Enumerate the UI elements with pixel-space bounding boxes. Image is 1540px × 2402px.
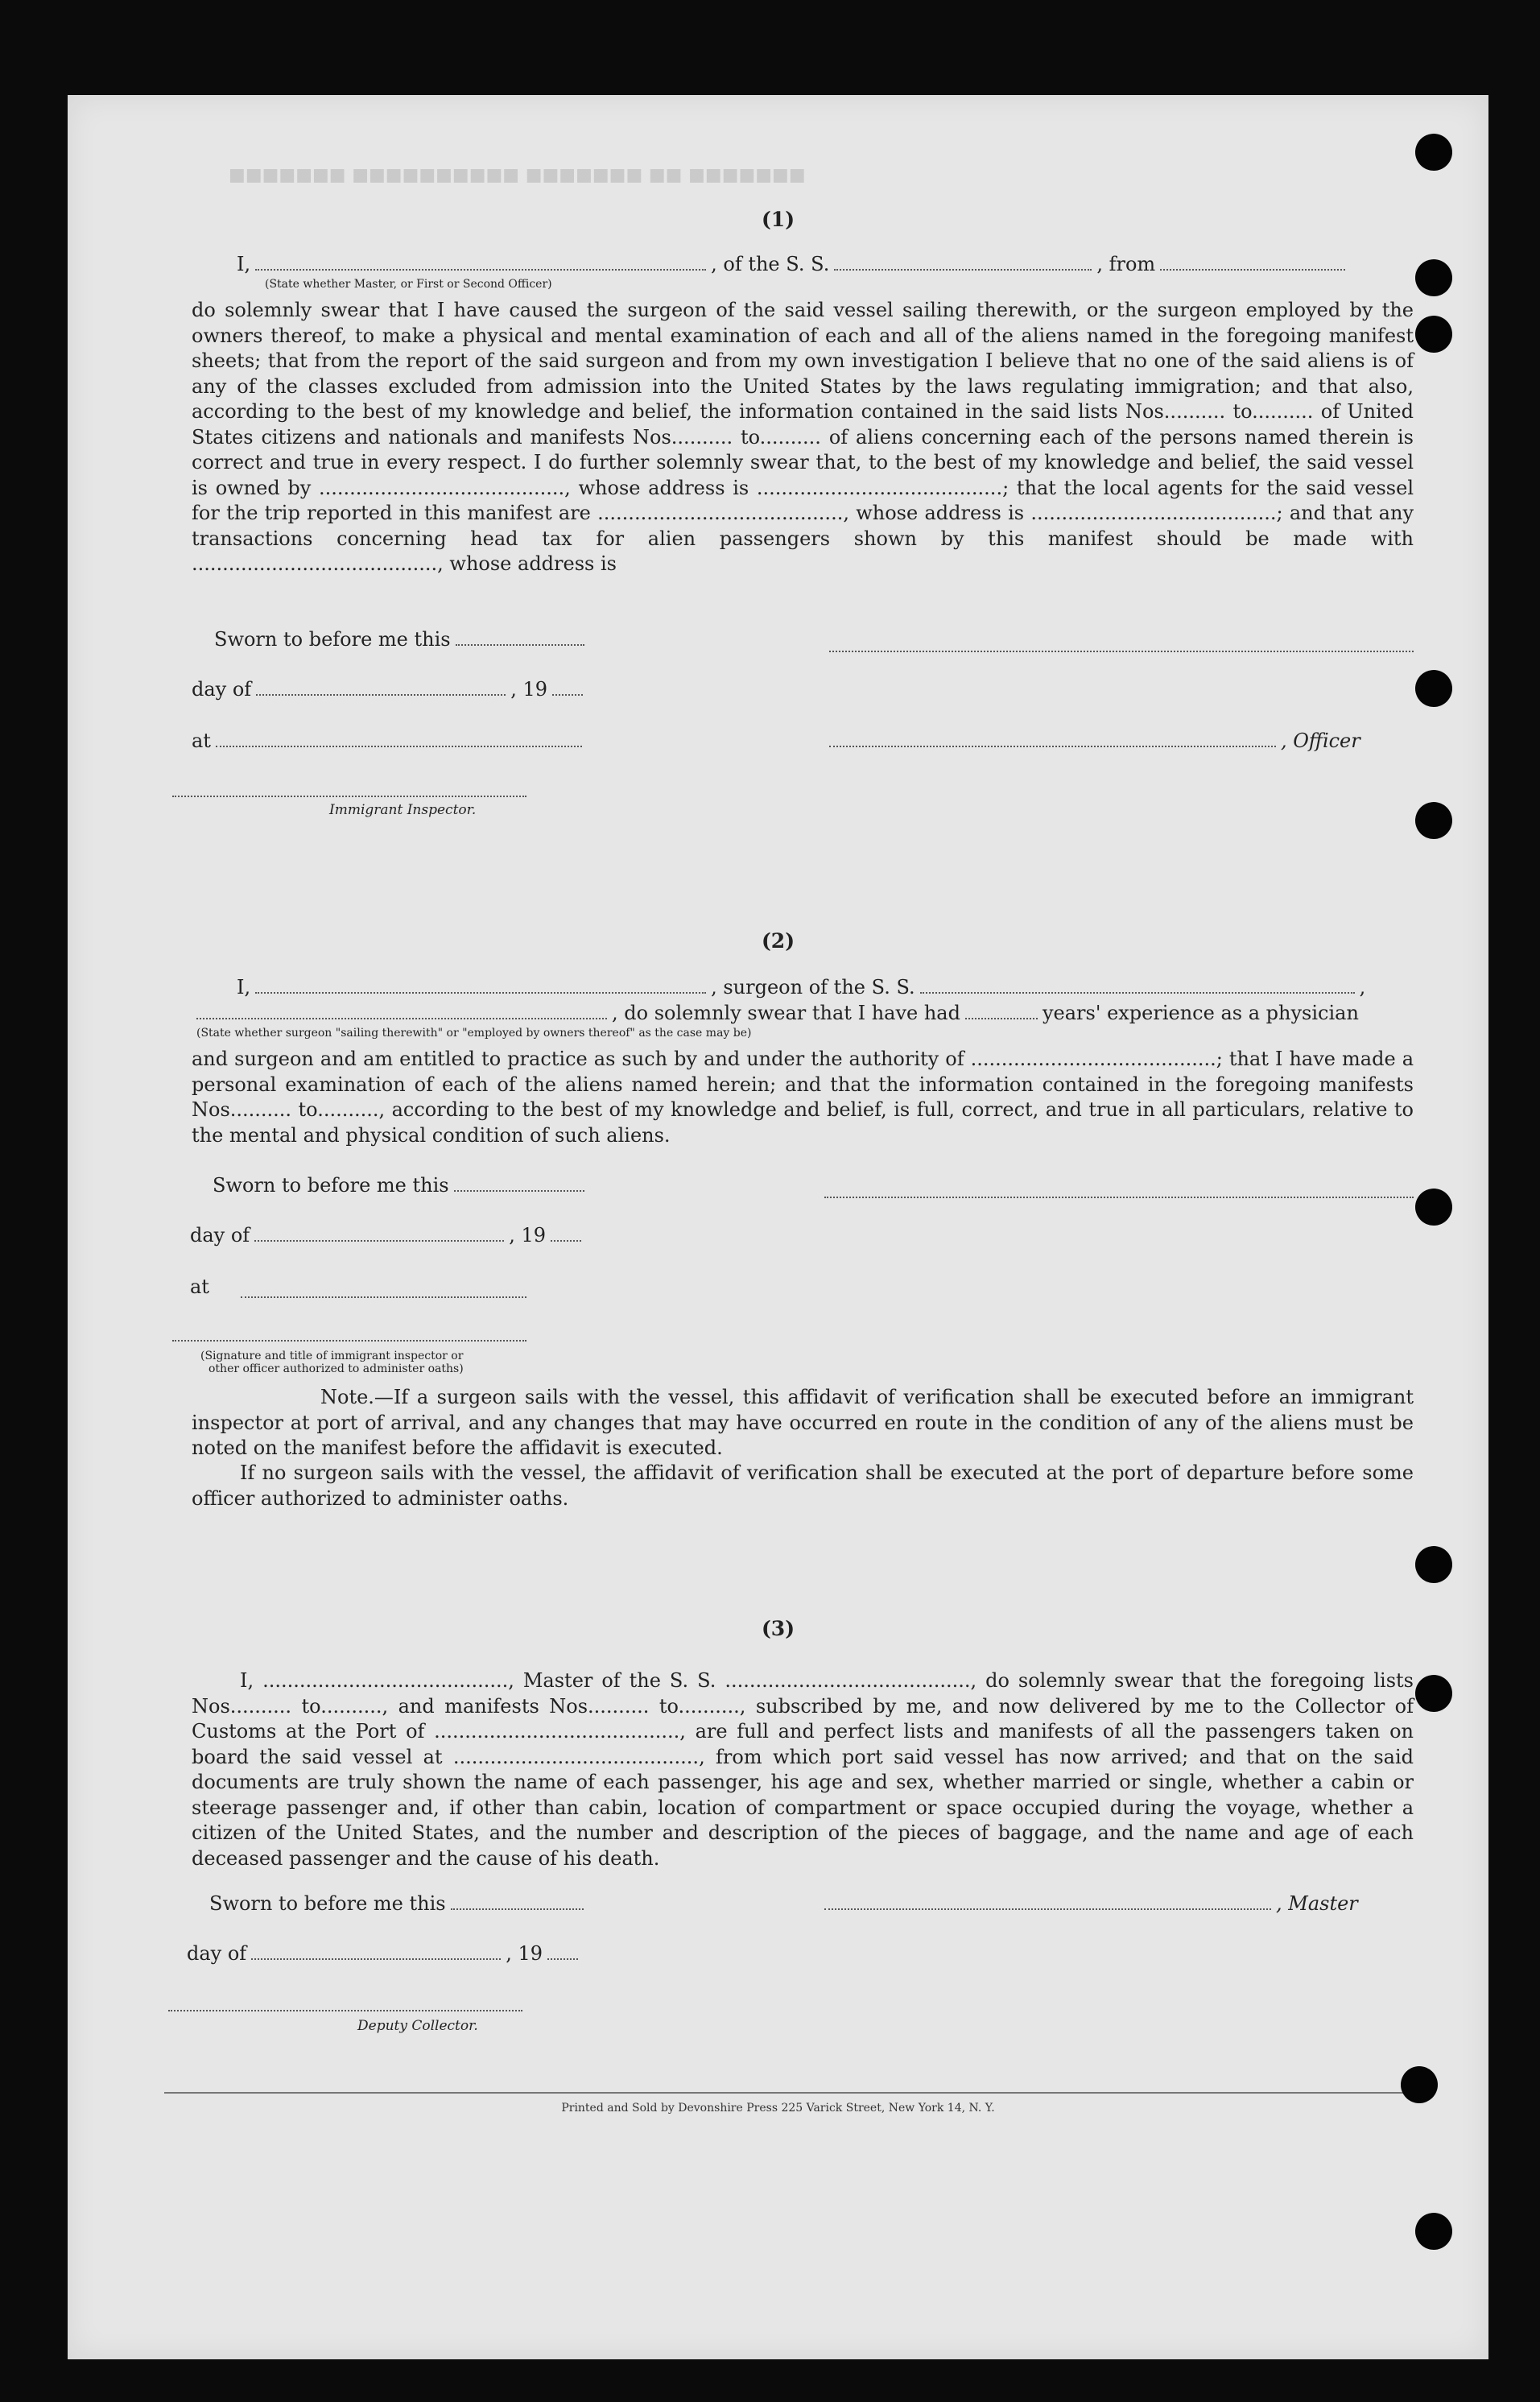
- section-3-day: [187, 1942, 583, 1965]
- punch-hole: [1415, 670, 1452, 707]
- note-paragraph-2: [192, 1461, 1414, 1511]
- day-of-label: day of: [190, 1224, 250, 1246]
- inspector-label: Immigrant Inspector.: [329, 802, 477, 818]
- sworn-label: Sworn to before me this: [209, 1892, 446, 1915]
- section-2-sworn: [213, 1174, 589, 1197]
- year-label: , 19: [506, 1942, 543, 1965]
- from-label: , from: [1096, 253, 1156, 275]
- section-2-day: [190, 1224, 586, 1246]
- section-2-inspector-line: [172, 1340, 526, 1342]
- section-2-signature-line: [824, 1197, 1414, 1198]
- section-1-sworn: [214, 628, 589, 651]
- punch-hole: [1415, 1675, 1452, 1712]
- officer-label: , Officer: [1281, 730, 1360, 752]
- footer-rule: [164, 2092, 1408, 2094]
- master-label: , Master: [1276, 1892, 1358, 1915]
- manifest-page: [68, 95, 1488, 2359]
- punch-hole: [1415, 2213, 1452, 2250]
- at-label: at: [192, 730, 211, 752]
- sworn-label: Sworn to before me this: [214, 628, 451, 651]
- section-1-number: (1): [761, 208, 795, 231]
- year-label: , 19: [510, 678, 547, 701]
- signature-note-1: (Signature and title of immigrant inspector or: [200, 1350, 464, 1362]
- section-2-number: (2): [761, 929, 795, 953]
- officer-note: (State whether Master, or First or Second Officer): [265, 278, 552, 291]
- inspector-signature-line: [172, 796, 526, 797]
- section-1-officer: [824, 730, 1360, 752]
- section-3-sworn: [209, 1892, 588, 1915]
- punch-hole: [1415, 1546, 1452, 1583]
- section-2-swear: [192, 1002, 1359, 1024]
- note-2-text: If no surgeon sails with the vessel, the affidavit of verification shall be executed at the port of departure before some officer authorized to administer oaths.: [192, 1461, 1414, 1510]
- section-1-signature-line: [829, 651, 1414, 652]
- intro-i: I,: [237, 976, 251, 998]
- section-3-body: [192, 1668, 1414, 1871]
- section-2-body: and surgeon and am entitled to practice as such by and under the authority of ........................................; that I have made a personal examination of each of the aliens named herein; and that the information contained in the foregoing manifests Nos.......... to.........., according to the best of my knowledge and belief, is full, correct, and true in all particulars, relative to the mental and physical condition of such aliens.: [192, 1048, 1414, 1147]
- bleed-through: ■■■■■■■ ■■ ■■■■■■■ ■■■■■■■■■■ ■■■■■■■: [229, 164, 806, 185]
- day-of-label: day of: [187, 1942, 247, 1965]
- punch-hole: [1415, 802, 1452, 839]
- section-1-body: do solemnly swear that I have caused the surgeon of the said vessel sailing therewith, or the surgeon employed by the owners thereof, to make a physical and mental examination of each and all of the aliens named in the foregoing manifest sheets; that from the report of the said surgeon and from my own investigation I believe that no one of the said aliens is of any of the classes excluded from admission into the United States by the laws regulating immigration; and that also, according to the best of my knowledge and belief, the information contained in the said lists Nos.......... to.......... of United States citizens and nationals and manifests Nos.......... to.......... of aliens concerning each of the persons named therein is correct and true in every respect. I do further solemnly swear that, to the best of my knowledge and belief, the said vessel is owned by ........................................, whose address is ........................................; that the local agents for the said vessel for the trip reported in this manifest are ........................................, whose address is ........................................; and that any transactions concerning head tax for alien passengers shown by this manifest should be made with ........................................, whose address is: [192, 299, 1414, 575]
- punch-hole: [1415, 259, 1452, 296]
- printer-footer: Printed and Sold by Devonshire Press 225 Varick Street, New York 14, N. Y.: [561, 2102, 995, 2115]
- day-of-label: day of: [192, 678, 252, 701]
- punch-hole: [1401, 2066, 1438, 2103]
- sworn-label: Sworn to before me this: [213, 1174, 449, 1197]
- note-paragraph-1: [192, 1385, 1414, 1461]
- of-the-ss-label: , of the S. S.: [711, 253, 830, 275]
- note-1-text: Note.—If a surgeon sails with the vessel, this affidavit of verification shall be executed before an immigrant inspector at port of arrival, and any changes that may have occurred en route in the condition of any of the aliens must be noted on the manifest before the affidavit is executed.: [192, 1386, 1414, 1459]
- punch-hole: [1415, 1189, 1452, 1226]
- intro-i: I,: [237, 253, 251, 275]
- signature-note-2: other officer authorized to administer oaths): [208, 1362, 464, 1375]
- section-1-at: [192, 730, 587, 752]
- punch-hole: [1415, 316, 1452, 353]
- deputy-label: Deputy Collector.: [357, 2018, 478, 2034]
- section-3-number: (3): [761, 1617, 795, 1640]
- surgeon-of-label: , surgeon of the S. S.: [711, 976, 915, 998]
- section-2-intro: I, , surgeon of the S. S. ,: [237, 976, 1366, 998]
- section-2-at-line: [241, 1296, 526, 1298]
- years-label: years' experience as a physician: [1042, 1002, 1359, 1024]
- at-label: at: [190, 1275, 209, 1298]
- deputy-signature-line: [168, 2010, 522, 2011]
- section-2-at: [190, 1275, 209, 1298]
- sailing-note: (State whether surgeon "sailing therewith" or "employed by owners thereof" as the case may be): [196, 1027, 752, 1040]
- section-1-day: [192, 678, 588, 701]
- section-3-master: [820, 1892, 1358, 1915]
- year-label: , 19: [509, 1224, 546, 1246]
- section-3-text: I, ........................................, Master of the S. S. ........................................, do solemnly swear that the foregoing lists Nos.......... to.........., and manifests Nos.......... to.........., subscribed by me, and now delivered by me to the Collector of Customs at the Port of ........................................, are full and perfect lists and manifests of all the passengers taken on board the said vessel at ........................................, from which port said vessel has now arrived; and that on the said documents are truly shown the name of each passenger, his age and sex, whether married or single, whether a cabin or steerage passenger and, if other than cabin, location of compartment or space occupied during the voyage, whether a citizen of the United States, and the number and description of the pieces of baggage, and the name and age of each deceased passenger and the cause of his death.: [192, 1669, 1414, 1870]
- punch-hole: [1415, 134, 1452, 171]
- swear-label: , do solemnly swear that I have had: [612, 1002, 960, 1024]
- section-1-intro: [237, 253, 1350, 275]
